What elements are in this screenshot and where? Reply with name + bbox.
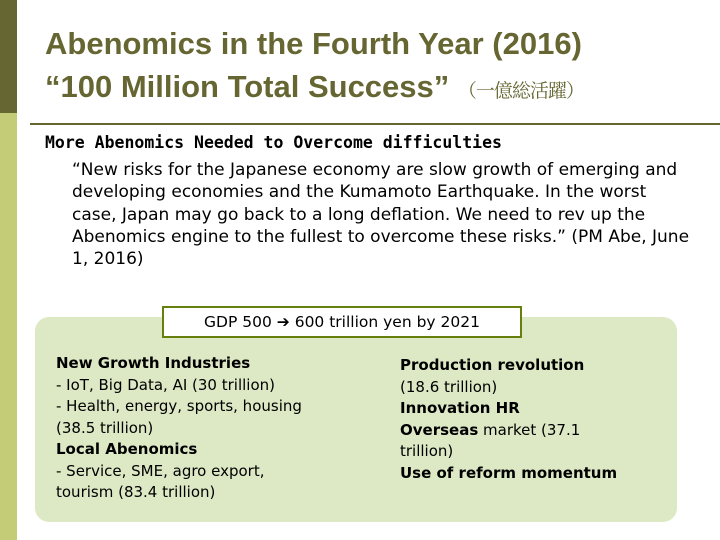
right-line-innovation: Innovation HR: [400, 399, 520, 417]
section-heading: More Abenomics Needed to Overcome difficulties: [45, 133, 502, 152]
slide-title: [45, 22, 584, 113]
title-divider: [30, 123, 720, 125]
title-line-2: [45, 65, 584, 113]
gdp-from: GDP 500: [204, 313, 272, 331]
right-column: [400, 355, 617, 484]
decorative-stripe-dark: [0, 0, 17, 113]
right-line-overseas: [400, 420, 617, 442]
left-heading-growth: New Growth Industries: [56, 354, 251, 372]
right-line-production-value: (18.6 trillion): [400, 377, 498, 396]
left-item-service-cont: tourism (83.4 trillion): [56, 483, 216, 501]
right-line-reform: Use of reform momentum: [400, 463, 618, 482]
left-heading-local: Local Abenomics: [56, 440, 198, 458]
left-item-health-cont: (38.5 trillion): [56, 418, 154, 437]
left-item-service: - Service, SME, agro export,: [56, 461, 265, 480]
right-overseas-bold: Overseas: [400, 420, 479, 439]
right-heading-production: Production revolution: [400, 356, 585, 374]
decorative-stripe-light: [0, 113, 17, 540]
left-item-iot: - IoT, Big Data, AI (30 trillion): [56, 375, 275, 394]
gdp-target-box: [162, 306, 522, 338]
pm-quote: “New risks for the Japanese economy are slow growth of emerging and developing economies and the Kumamoto Earthquake. In the worst case, Japan may go back to a long deflation. We need to rev up the Abenomics engine to the fullest to overcome these risks.” (PM Abe, June 1, 2016): [72, 160, 690, 270]
right-line-overseas-cont: trillion): [400, 442, 454, 460]
left-column: [56, 353, 302, 504]
right-overseas-rest: market (37.1: [478, 420, 581, 439]
title-line-1: Abenomics in the Fourth Year (2016): [45, 26, 582, 61]
title-line-2-text: “100 Million Total Success”: [45, 69, 450, 104]
left-item-health: - Health, energy, sports, housing: [56, 397, 302, 415]
gdp-to: 600 trillion yen by 2021: [294, 313, 480, 331]
arrow-right-icon: ➔: [276, 313, 290, 331]
title-kanji: （一億総活躍）: [457, 80, 584, 102]
